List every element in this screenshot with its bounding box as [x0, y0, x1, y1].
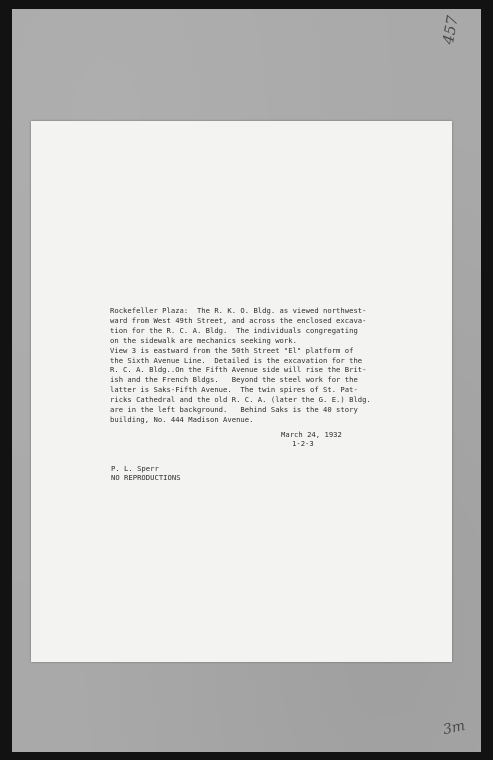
- caption-line: on the sidewalk are mechanics seeking work.: [110, 335, 297, 345]
- caption-line: latter is Saks-Fifth Avenue. The twin spires of St. Pat-: [110, 385, 358, 395]
- caption-line: the Sixth Avenue Line. Detailed is the excavation for the: [110, 355, 363, 365]
- handwritten-corner-mark: 3m: [441, 717, 467, 739]
- caption-line: Rockefeller Plaza: The R. K. O. Bldg. as viewed northwest-: [110, 306, 367, 315]
- caption-date: March 24, 1932: [281, 430, 342, 439]
- caption-line: are in the left background. Behind Saks is the 40 story: [110, 405, 358, 415]
- reproduction-note: NO REPRODUCTIONS: [111, 473, 181, 482]
- caption-line: tion for the R. C. A. Bldg. The individuals congregating: [110, 325, 358, 335]
- caption-line: ward from West 49th Street, and across the enclosed excava-: [110, 315, 367, 325]
- caption-line: ricks Cathedral and the old R. C. A. (later the G. E.) Bldg.: [110, 395, 371, 405]
- typed-caption-sheet: [31, 121, 452, 662]
- caption-line: View 3 is eastward from the 50th Street "El" platform of: [110, 345, 354, 355]
- caption-body: [110, 306, 371, 425]
- view-code: 1-2-3: [292, 439, 314, 448]
- handwritten-folio-number: 457: [439, 14, 463, 46]
- photographer-name: P. L. Sperr: [111, 464, 159, 473]
- caption-line: R. C. A. Bldg..On the Fifth Avenue side will rise the Brit-: [110, 365, 367, 375]
- caption-line: building, No. 444 Madison Avenue.: [110, 414, 254, 424]
- caption-line: ish and the French Bldgs. Beyond the steel work for the: [110, 375, 358, 385]
